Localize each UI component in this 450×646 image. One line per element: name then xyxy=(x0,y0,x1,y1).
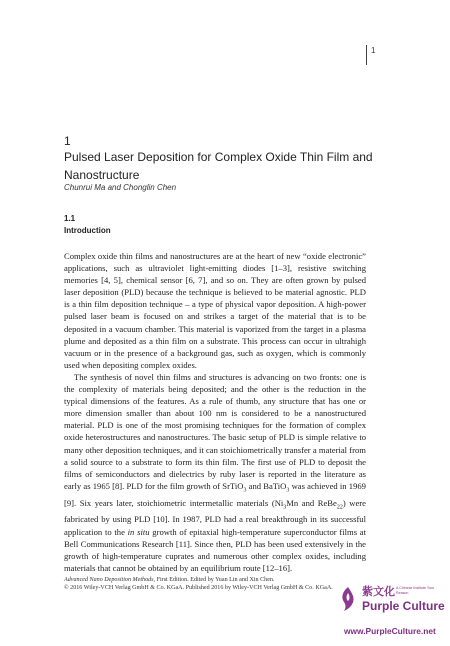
chapter-title: Pulsed Laser Deposition for Complex Oxide Thin Film and Nanostructure xyxy=(64,150,373,182)
section-title: Introduction xyxy=(64,226,111,235)
section-number: 1.1 xyxy=(64,214,76,223)
paragraph-1: Complex oxide thin films and nanostructures are at the heart of new “oxide electronic” applications, such as ultraviolet light-emitting diodes [1–3], resistive switching memories [4, 5], chemical sensor [6, 7], and so on. They are often grown by pulsed laser deposition (PLD) because the technique is believed to be material agnostic. PLD is a thin film deposition technique – a type of physical vapor deposition. A high-power pulsed laser beam is focused on and strikes a target of the material that is to be deposited in a vacuum chamber. This material is vaporized from the target in a plasma plume and deposited as a thin film on a substrate. This process can occur in ultrahigh vacuum or in the presence of a background gas, such as oxygen, which is commonly used when depositing complex oxides. xyxy=(64,251,366,370)
chapter-authors: Chunrui Ma and Chonglin Chen xyxy=(64,183,177,192)
footnote-edition: , First Edition. Edited by Yuan Lin and Xin Chen. xyxy=(153,577,275,583)
page-number-rule xyxy=(366,45,367,65)
purple-culture-watermark xyxy=(338,582,446,640)
book-title: Advanced Nano Deposition Methods xyxy=(64,577,154,583)
footnote-line-1 xyxy=(64,576,384,584)
watermark-url: www.PurpleCulture.net xyxy=(344,626,436,636)
paragraph-2: The synthesis of novel thin films and structures is advancing on two fronts: one is the complexity of materials being deposited; and the other is the reduction in the typical dimensions of the features. As a rule of thumb, any structure that has one or more dimension smaller than about 100 nm is considered to be a nanostructured material. PLD is one of the most promising techniques for the formation of complex oxide heterostructures and nanostructures. The basic setup of PLD is simple relative to many other deposition techniques, and it can stoichiometrically transfer a material from a solid source to a substrate to form its thin film. The first use of PLD to deposit the films of semiconductors and dielectrics by ruby laser is reported in the literature as early as 1965 [8]. PLD for the film growth of SrTiO$_3$ and BaTiO$_3$ was achieved in 1969 [9]. Six years later, stoichiometric intermetallic materials ($Ni_3Mn$ and ReBe$_{22}$) were fabricated by using PLD [10]. In 1987, PLD had a real breakthrough in its successful application to the in situ growth of epitaxial high-temperature superconductor films at Bell Communications Research [11]. Since then, PLD has been used extensively in the growth of high-temperature cuprates and numerous other complex oxides, including materials that cannot be obtained by an equilibrium route [12–16]. xyxy=(64,371,367,573)
chapter-number: 1 xyxy=(64,134,71,148)
watermark-chinese: 紫文化 xyxy=(362,585,395,598)
page-number: 1 xyxy=(371,46,376,55)
watermark-name: Purple Culture xyxy=(362,599,445,613)
purple-culture-logo-icon xyxy=(338,586,358,612)
footnote-line-2: © 2016 Wiley-VCH Verlag GmbH & Co. KGaA. Published 2016 by Wiley-VCH Verlag GmbH & Co. KGaA. xyxy=(64,585,333,592)
body-text xyxy=(64,250,366,574)
watermark-tagline: A Chinese Institute Your Reason xyxy=(396,586,435,595)
copyright-footnote xyxy=(64,576,384,593)
